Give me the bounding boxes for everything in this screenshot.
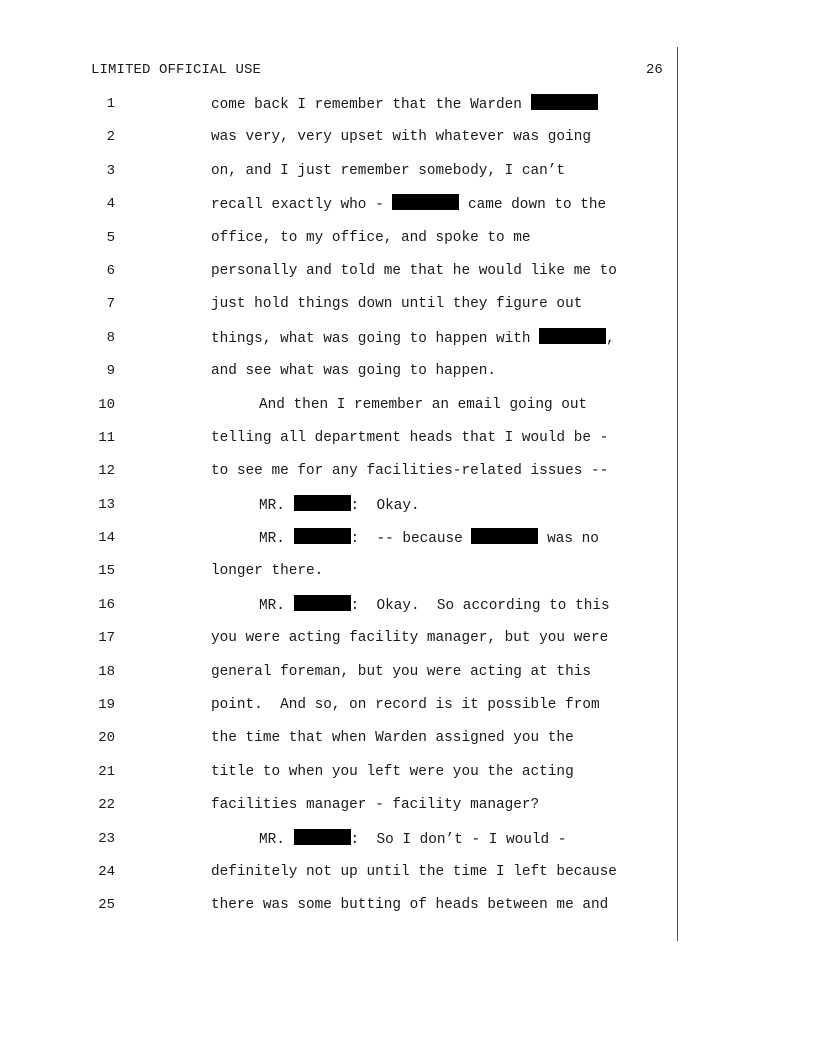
- line-number: 2: [106, 129, 115, 146]
- transcript-line: [0, 428, 816, 461]
- transcript-line: [0, 795, 816, 828]
- redaction-box: [294, 829, 351, 845]
- transcript-line: [0, 361, 816, 394]
- line-text: title to when you left were you the acting: [211, 763, 574, 780]
- transcript-line: [0, 127, 816, 160]
- text-segment: : -- because: [350, 531, 472, 548]
- line-text: longer there.: [211, 563, 324, 580]
- redaction-box: [294, 595, 351, 611]
- text-segment: recall exactly who -: [211, 197, 393, 214]
- line-text: was very, very upset with whatever was going: [211, 129, 591, 146]
- text-segment: : Okay.: [350, 497, 420, 514]
- line-number: 12: [98, 463, 115, 480]
- line-number: 3: [106, 162, 115, 179]
- redaction-box: [531, 94, 598, 110]
- line-number: 14: [98, 530, 115, 547]
- line-number: 5: [106, 229, 115, 246]
- line-number: 9: [106, 363, 115, 380]
- text-segment: MR.: [259, 531, 294, 548]
- line-text: And then I remember an email going out: [259, 396, 588, 413]
- line-text: the time that when Warden assigned you the: [211, 730, 574, 747]
- line-text: definitely not up until the time I left because: [211, 863, 617, 880]
- line-text: personally and told me that he would like me to: [211, 262, 617, 279]
- transcript-line: [0, 628, 816, 661]
- line-text: [259, 829, 566, 850]
- line-text: [259, 495, 420, 516]
- line-text: on, and I just remember somebody, I can’t: [211, 162, 566, 179]
- line-text: facilities manager - facility manager?: [211, 797, 540, 814]
- line-number: 8: [106, 329, 115, 346]
- line-number: 11: [98, 429, 115, 446]
- text-segment: : Okay. So according to this: [350, 597, 610, 614]
- line-number: 13: [98, 496, 115, 513]
- transcript-lines: [0, 94, 816, 929]
- text-segment: MR.: [259, 831, 294, 848]
- text-segment: : So I don’t - I would -: [350, 831, 567, 848]
- page-number: 26: [646, 62, 663, 78]
- transcript-line: [0, 662, 816, 695]
- transcript-line: [0, 94, 816, 127]
- line-number: 21: [98, 763, 115, 780]
- transcript-line: [0, 294, 816, 327]
- line-text: [211, 94, 598, 115]
- transcript-line: [0, 695, 816, 728]
- line-number: 16: [98, 596, 115, 613]
- text-segment: was no: [538, 531, 599, 548]
- line-number: 25: [98, 897, 115, 914]
- transcript-line: [0, 528, 816, 561]
- transcript-line: [0, 194, 816, 227]
- line-number: 4: [106, 196, 115, 213]
- text-segment: ,: [606, 330, 615, 347]
- line-text: point. And so, on record is it possible from: [211, 697, 600, 714]
- text-segment: come back I remember that the Warden: [211, 97, 531, 113]
- line-text: just hold things down until they figure out: [211, 296, 583, 313]
- redaction-box: [539, 328, 606, 344]
- transcript-line: [0, 728, 816, 761]
- line-text: general foreman, but you were acting at this: [211, 663, 591, 680]
- transcript-line: [0, 829, 816, 862]
- line-number: 10: [98, 396, 115, 413]
- transcript-line: [0, 862, 816, 895]
- line-number: 7: [106, 296, 115, 313]
- line-number: 15: [98, 563, 115, 580]
- text-segment: things, what was going to happen with: [211, 330, 540, 347]
- line-text: office, to my office, and spoke to me: [211, 229, 531, 246]
- redaction-box: [471, 528, 538, 544]
- line-text: there was some butting of heads between me and: [211, 897, 609, 914]
- line-number: 22: [98, 797, 115, 814]
- line-text: [211, 328, 615, 349]
- line-number: 18: [98, 663, 115, 680]
- line-number: 20: [98, 730, 115, 747]
- redaction-box: [294, 495, 351, 511]
- line-text: [259, 595, 610, 616]
- transcript-line: [0, 161, 816, 194]
- text-segment: MR.: [259, 597, 294, 614]
- line-number: 23: [98, 830, 115, 847]
- line-number: 6: [106, 262, 115, 279]
- line-text: and see what was going to happen.: [211, 363, 496, 380]
- text-segment: came down to the: [459, 197, 607, 214]
- line-number: 1: [106, 96, 115, 112]
- redaction-box: [392, 194, 459, 210]
- line-text: [211, 194, 606, 215]
- redaction-box: [294, 528, 351, 544]
- line-text: to see me for any facilities-related issues --: [211, 463, 609, 480]
- transcript-line: [0, 762, 816, 795]
- line-number: 24: [98, 863, 115, 880]
- transcript-line: [0, 461, 816, 494]
- transcript-line: [0, 228, 816, 261]
- transcript-line: [0, 595, 816, 628]
- document-marking: LIMITED OFFICIAL USE: [91, 62, 262, 78]
- line-text: [259, 528, 599, 549]
- text-segment: MR.: [259, 497, 294, 514]
- transcript-line: [0, 561, 816, 594]
- line-number: 17: [98, 630, 115, 647]
- transcript-line: [0, 328, 816, 361]
- line-text: you were acting facility manager, but you were: [211, 630, 609, 647]
- transcript-line: [0, 261, 816, 294]
- transcript-line: [0, 495, 816, 528]
- line-text: telling all department heads that I would be -: [211, 429, 609, 446]
- transcript-line: [0, 895, 816, 928]
- transcript-line: [0, 395, 816, 428]
- line-number: 19: [98, 697, 115, 714]
